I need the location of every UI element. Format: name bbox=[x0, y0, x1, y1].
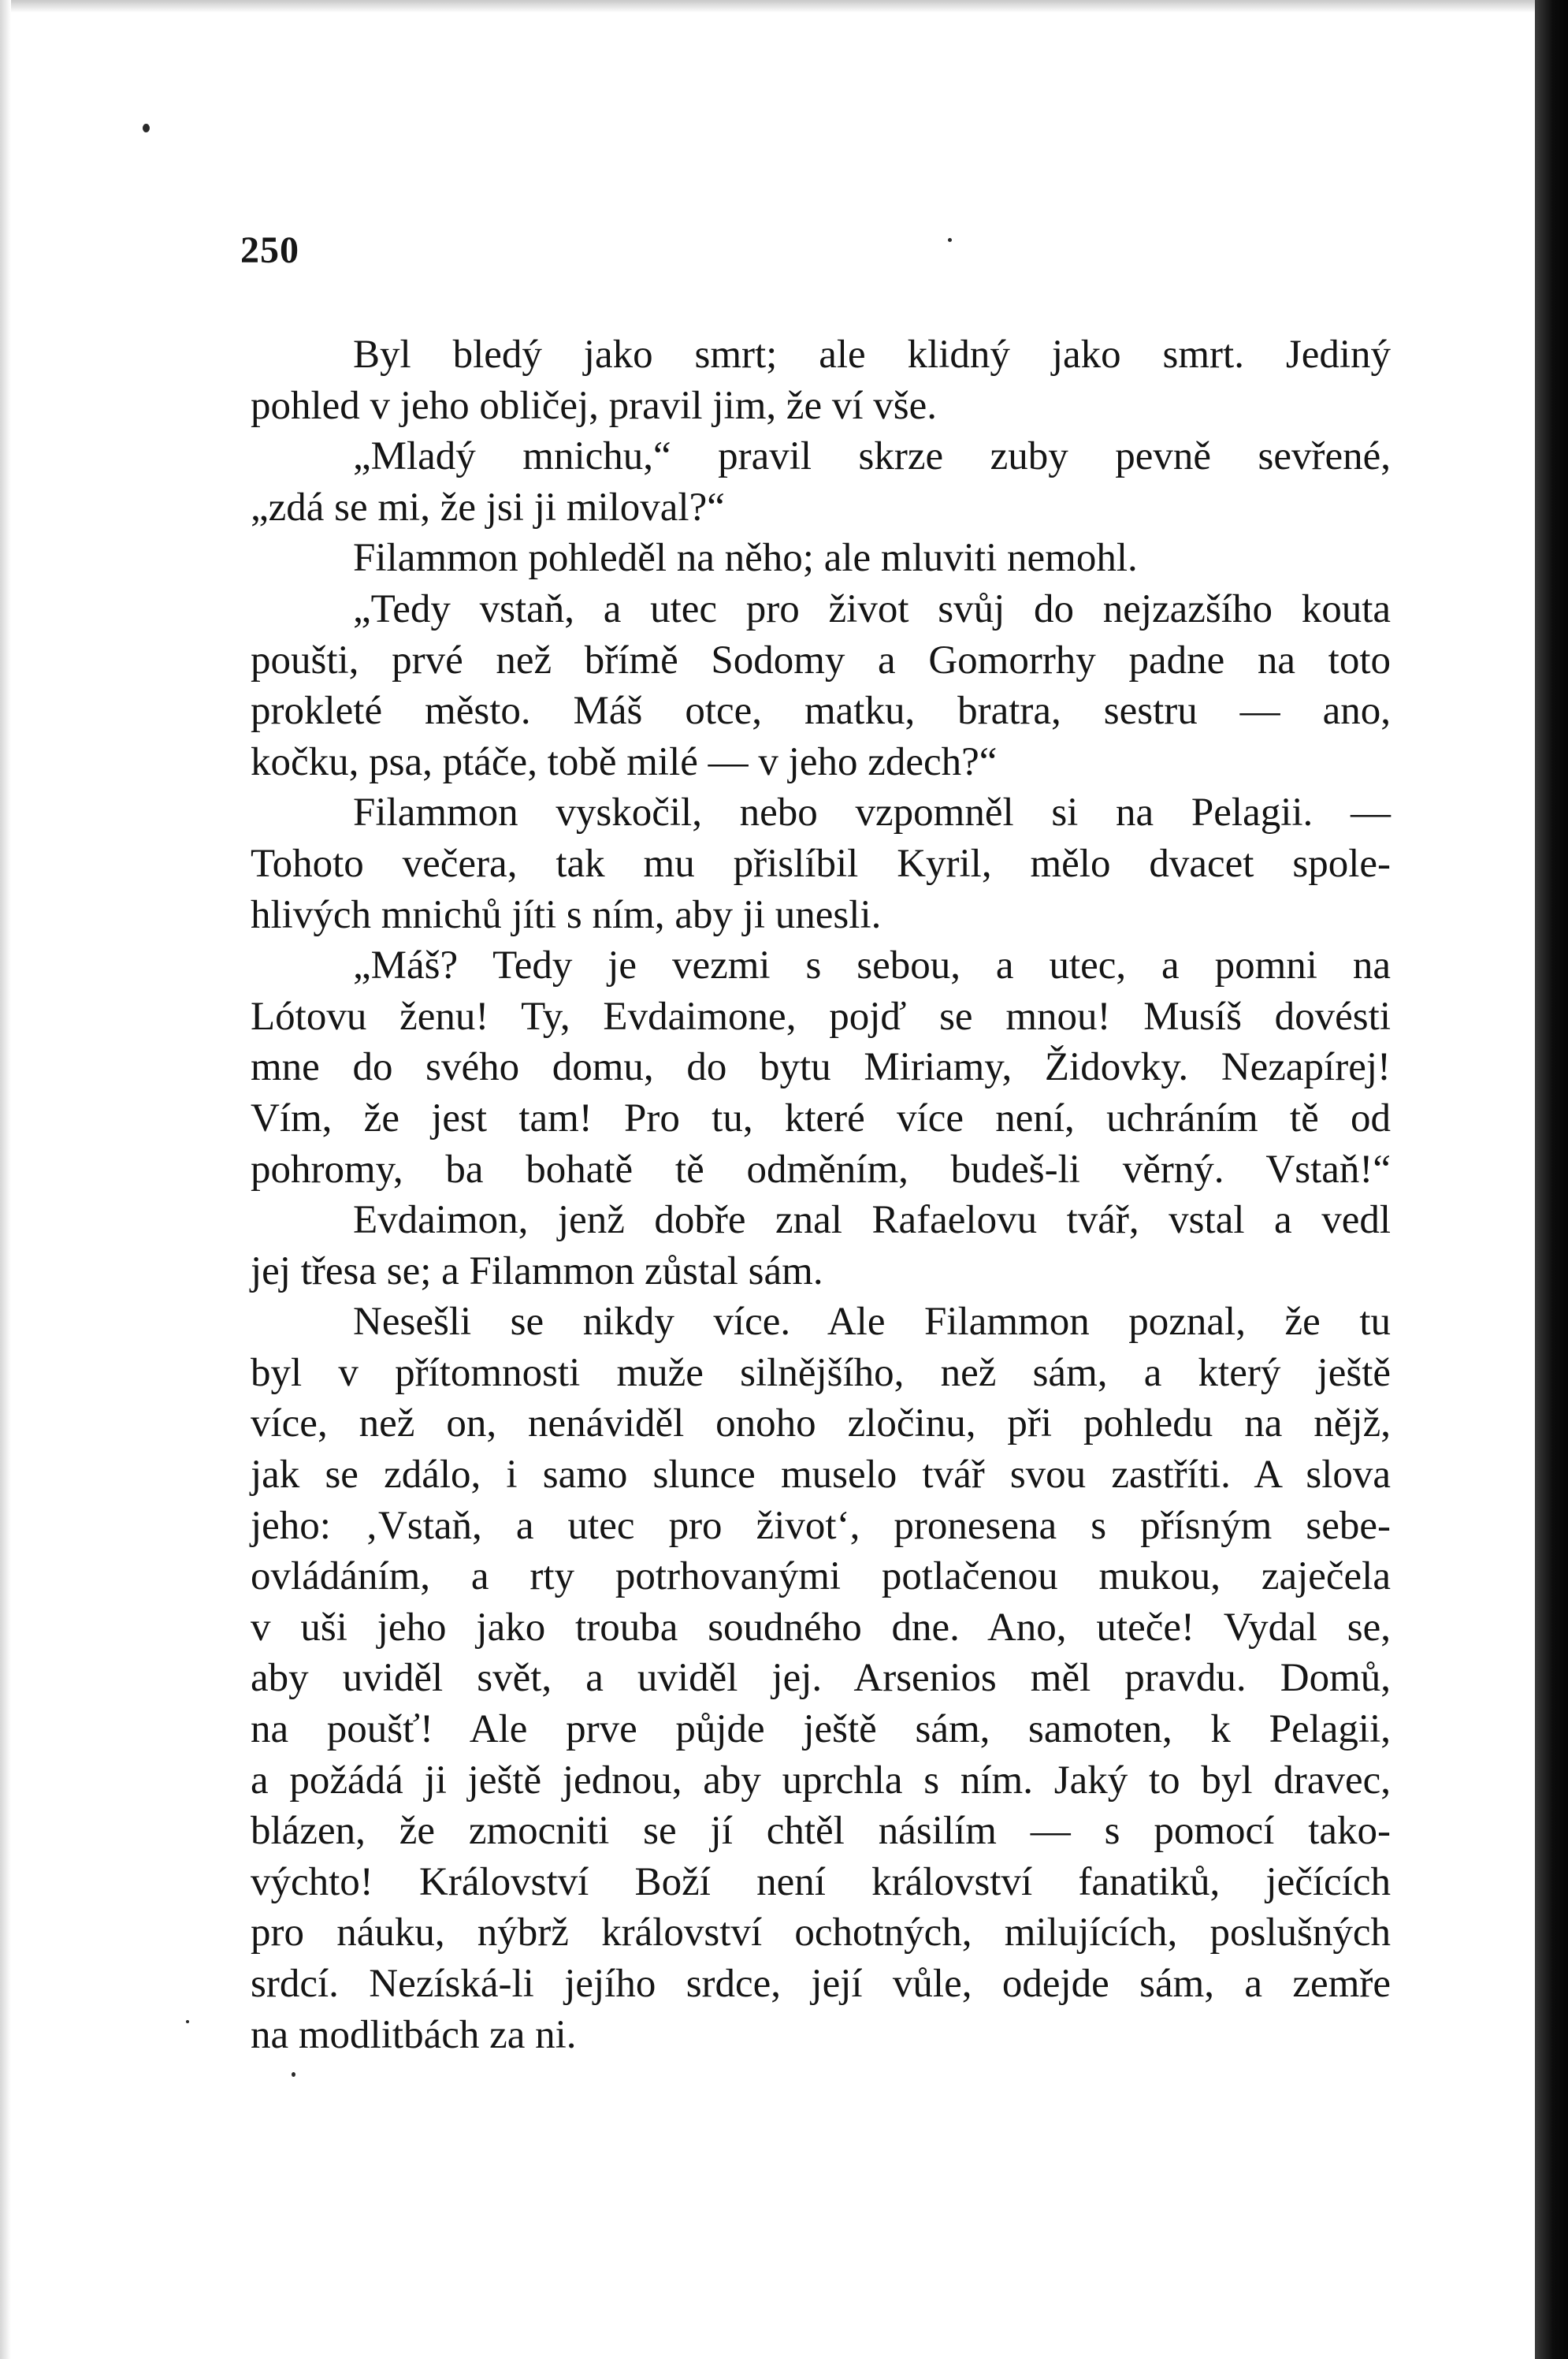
text-line: Lótovu ženu! Ty, Evdaimone, pojď se mnou! Musíš dovésti bbox=[251, 994, 1391, 1039]
text-line: Evdaimon, jenž dobře znal Rafaelovu tvář, vstal a vedl bbox=[353, 1198, 1391, 1243]
page-binding-edge bbox=[1535, 0, 1568, 2359]
print-speck bbox=[143, 124, 150, 132]
text-line: poušti, prvé než břímě Sodomy a Gomorrhy padne na toto bbox=[251, 638, 1391, 683]
text-line: pohled v jeho obličej, pravil jim, že ví vše. bbox=[251, 383, 938, 428]
text-line: prokleté město. Máš otce, matku, bratra, sestru — ano, bbox=[251, 689, 1391, 734]
text-line: aby uviděl svět, a uviděl jej. Arsenios měl pravdu. Domů, bbox=[251, 1656, 1391, 1701]
page-top-shadow bbox=[0, 0, 1568, 13]
text-line: Nesešli se nikdy více. Ale Filammon poznal, že tu bbox=[353, 1300, 1391, 1345]
print-speck bbox=[186, 2020, 189, 2023]
text-line: pro náuku, nýbrž království ochotných, milujících, poslušných bbox=[251, 1911, 1391, 1955]
text-line: v uši jeho jako trouba soudného dne. Ano, uteče! Vydal se, bbox=[251, 1605, 1391, 1650]
text-line: srdcí. Nezíská-li jejího srdce, její vůle, odejde sám, a zemře bbox=[251, 1962, 1391, 2006]
text-line: Byl bledý jako smrt; ale klidný jako smrt. Jediný bbox=[353, 333, 1391, 377]
text-line: Filammon pohleděl na něho; ale mluviti nemohl. bbox=[353, 536, 1138, 581]
text-line: blázen, že zmocniti se jí chtěl násilím — s pomocí tako- bbox=[251, 1809, 1391, 1854]
text-line: byl v přítomnosti muže silnějšího, než sám, a který ještě bbox=[251, 1350, 1391, 1395]
text-line: Vím, že jest tam! Pro tu, které více není, uchráním tě od bbox=[251, 1096, 1391, 1140]
text-line: „Tedy vstaň, a utec pro život svůj do nejzazšího kouta bbox=[353, 586, 1391, 631]
text-line: jej třesa se; a Filammon zůstal sám. bbox=[251, 1248, 823, 1293]
text-line: jak se zdálo, i samo slunce muselo tvář svou zastříti. A slova bbox=[251, 1453, 1391, 1498]
text-line: „Máš? Tedy je vezmi s sebou, a utec, a pomni na bbox=[353, 943, 1391, 988]
text-line: a požádá ji ještě jednou, aby uprchla s ním. Jaký to byl dravec, bbox=[251, 1758, 1391, 1803]
print-speck bbox=[948, 238, 952, 242]
text-line: více, než on, nenáviděl onoho zločinu, při pohledu na nějž, bbox=[251, 1401, 1391, 1446]
body-text bbox=[251, 329, 1391, 2060]
text-line: Tohoto večera, tak mu přislíbil Kyril, mělo dvacet spole- bbox=[251, 841, 1391, 886]
text-line: kočku, psa, ptáče, tobě milé — v jeho zdech?“ bbox=[251, 739, 998, 784]
text-line: ovládáním, a rty potrhovanými potlačenou mukou, zaječela bbox=[251, 1554, 1391, 1599]
text-line: Filammon vyskočil, nebo vzpomněl si na Pelagii. — bbox=[353, 791, 1391, 835]
text-line: výchto! Království Boží není království fanatiků, ječících bbox=[251, 1859, 1391, 1904]
text-line: „Mladý mnichu,“ pravil skrze zuby pevně sevřené, bbox=[353, 434, 1391, 479]
page-number: 250 bbox=[240, 229, 299, 271]
text-line: jeho: ‚Vstaň, a utec pro život‘, pronesena s přísným sebe- bbox=[251, 1503, 1391, 1548]
page-left-shadow bbox=[0, 0, 11, 2359]
text-line: na poušť! Ale prve půjde ještě sám, samoten, k Pelagii, bbox=[251, 1707, 1391, 1752]
text-line: mne do svého domu, do bytu Miriamy, Židovky. Nezapírej! bbox=[251, 1045, 1391, 1090]
print-speck bbox=[292, 2072, 295, 2077]
text-line: „zdá se mi, že jsi ji miloval?“ bbox=[251, 485, 725, 530]
text-line: hlivých mnichů jíti s ním, aby ji unesli. bbox=[251, 892, 882, 937]
text-line: na modlitbách za ni. bbox=[251, 2012, 577, 2057]
text-line: pohromy, ba bohatě tě odměním, budeš-li věrný. Vstaň!“ bbox=[251, 1147, 1391, 1192]
